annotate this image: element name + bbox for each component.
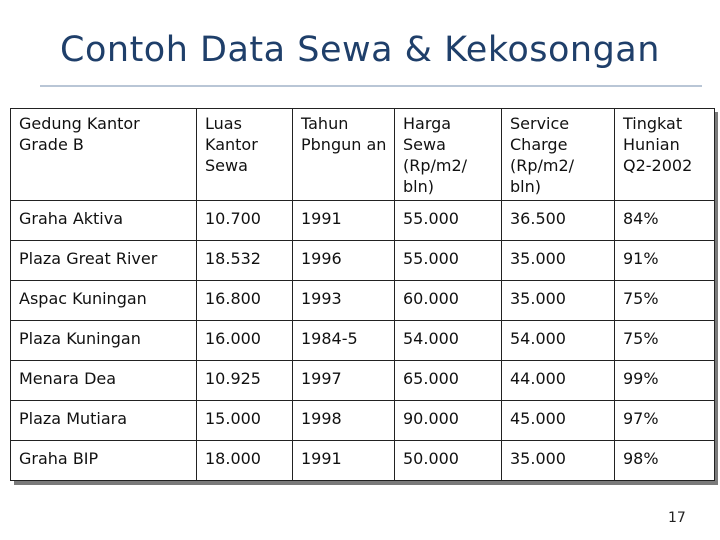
- cell-service-charge: 35.000: [502, 281, 615, 321]
- table-row: [11, 321, 715, 361]
- table-row: [11, 241, 715, 281]
- table-header-row: [11, 109, 715, 201]
- cell-building: Aspac Kuningan: [11, 281, 197, 321]
- page-number: 17: [668, 510, 686, 526]
- header-occupancy: Tingkat Hunian Q2-2002: [615, 109, 715, 201]
- cell-rent-price: 65.000: [395, 361, 502, 401]
- cell-rent-price: 90.000: [395, 401, 502, 441]
- cell-year: 1997: [293, 361, 395, 401]
- cell-service-charge: 35.000: [502, 441, 615, 481]
- cell-rent-price: 55.000: [395, 241, 502, 281]
- cell-area: 10.700: [197, 201, 293, 241]
- cell-rent-price: 55.000: [395, 201, 502, 241]
- cell-occupancy: 84%: [615, 201, 715, 241]
- table-row: [11, 441, 715, 481]
- cell-year: 1996: [293, 241, 395, 281]
- cell-service-charge: 44.000: [502, 361, 615, 401]
- cell-year: 1991: [293, 201, 395, 241]
- cell-building: Plaza Great River: [11, 241, 197, 281]
- cell-rent-price: 54.000: [395, 321, 502, 361]
- cell-occupancy: 91%: [615, 241, 715, 281]
- header-area: Luas Kantor Sewa: [197, 109, 293, 201]
- header-year: Tahun Pbngun an: [293, 109, 395, 201]
- cell-rent-price: 50.000: [395, 441, 502, 481]
- cell-year: 1998: [293, 401, 395, 441]
- cell-building: Plaza Kuningan: [11, 321, 197, 361]
- cell-occupancy: 75%: [615, 281, 715, 321]
- cell-occupancy: 98%: [615, 441, 715, 481]
- cell-occupancy: 99%: [615, 361, 715, 401]
- office-rental-table: [10, 108, 715, 481]
- header-building: Gedung Kantor Grade B: [11, 109, 197, 201]
- cell-area: 16.000: [197, 321, 293, 361]
- table-row: [11, 401, 715, 441]
- cell-area: 18.532: [197, 241, 293, 281]
- title-underline: [40, 85, 702, 87]
- table-row: [11, 281, 715, 321]
- cell-building: Graha Aktiva: [11, 201, 197, 241]
- header-service-charge: Service Charge (Rp/m2/ bln): [502, 109, 615, 201]
- cell-year: 1991: [293, 441, 395, 481]
- cell-service-charge: 36.500: [502, 201, 615, 241]
- table-row: [11, 201, 715, 241]
- cell-service-charge: 35.000: [502, 241, 615, 281]
- cell-area: 15.000: [197, 401, 293, 441]
- cell-rent-price: 60.000: [395, 281, 502, 321]
- cell-area: 10.925: [197, 361, 293, 401]
- table-row: [11, 361, 715, 401]
- cell-year: 1984-5: [293, 321, 395, 361]
- cell-occupancy: 97%: [615, 401, 715, 441]
- cell-occupancy: 75%: [615, 321, 715, 361]
- slide-title: Contoh Data Sewa & Kekosongan: [60, 30, 660, 70]
- cell-area: 18.000: [197, 441, 293, 481]
- cell-building: Plaza Mutiara: [11, 401, 197, 441]
- cell-area: 16.800: [197, 281, 293, 321]
- cell-service-charge: 54.000: [502, 321, 615, 361]
- cell-building: Menara Dea: [11, 361, 197, 401]
- cell-service-charge: 45.000: [502, 401, 615, 441]
- cell-year: 1993: [293, 281, 395, 321]
- header-rent-price: Harga Sewa (Rp/m2/ bln): [395, 109, 502, 201]
- cell-building: Graha BIP: [11, 441, 197, 481]
